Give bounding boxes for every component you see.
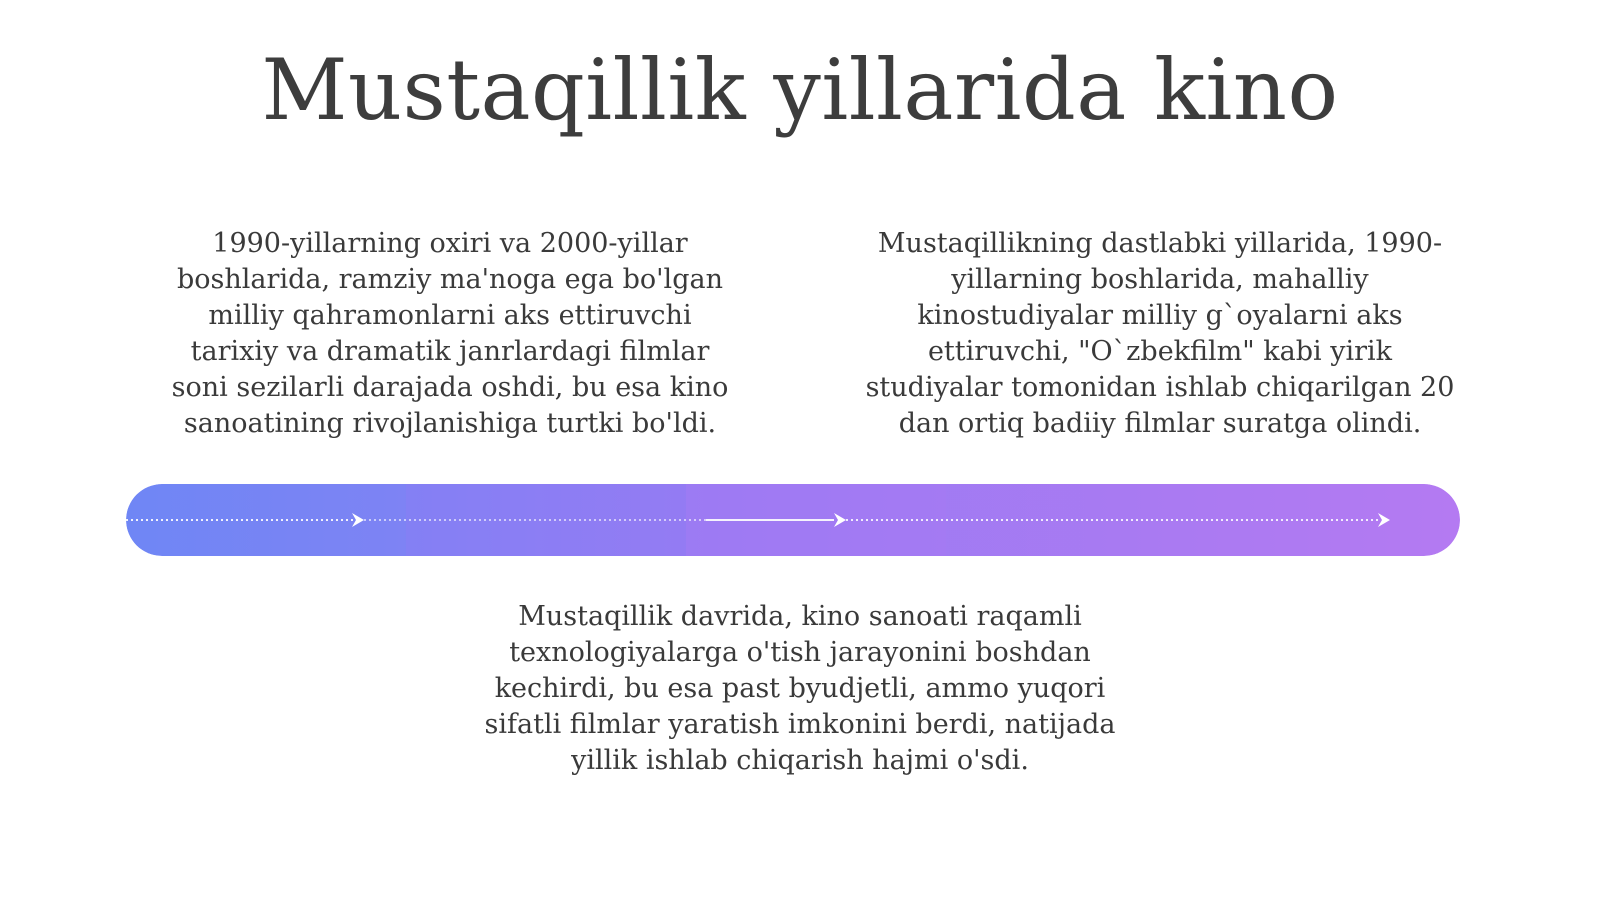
timeline-bar bbox=[126, 484, 1460, 556]
timeline-graphic bbox=[126, 484, 1460, 556]
text-block-left: 1990-yillarning oxiri va 2000-yillar boshlarida, ramziy ma'noga ega bo'lgan milliy qahramonlarni aks ettiruvchi tarixiy va dramatik janrlardagi filmlar soni sezilarli darajada oshdi, bu esa kino sanoatining rivojlanishiga turtki bo'ldi. bbox=[171, 228, 729, 439]
slide-title: Mustaqillik yillarida kino bbox=[261, 41, 1339, 139]
text-block-right: Mustaqillikning dastlabki yillarida, 1990- yillarning boshlarida, mahalliy kinostudiyalar milliy g`oyalarni aks ettiruvchi, "O`zbekfilm" kabi yirik studiyalar tomonidan ishlab chiqarilgan 20 dan ortiq badiiy filmlar suratga olindi. bbox=[865, 228, 1455, 439]
text-block-bottom: Mustaqillik davrida, kino sanoati raqamli texnologiyalarga o'tish jarayonini boshdan kechirdi, bu esa past byudjetli, ammo yuqori sifatli filmlar yaratish imkonini berdi, natijada yillik ishlab chiqarish hajmi o'sdi. bbox=[484, 601, 1116, 776]
